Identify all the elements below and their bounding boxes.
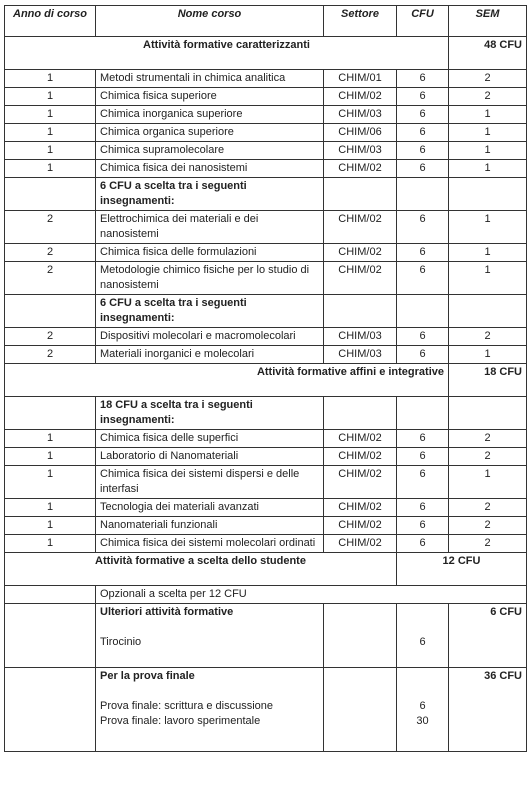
course-year: 1 <box>5 124 96 142</box>
course-sem: 1 <box>449 466 527 499</box>
course-year: 1 <box>5 466 96 499</box>
section-title: Attività formative a scelta dello studente <box>5 553 397 586</box>
course-sem: 1 <box>449 262 527 295</box>
course-row <box>5 499 527 517</box>
course-year: 1 <box>5 70 96 88</box>
course-cfu: 6 <box>397 535 449 553</box>
course-sem: 2 <box>449 517 527 535</box>
course-cfu: 6 <box>397 346 449 364</box>
course-year: 1 <box>5 160 96 178</box>
course-year: 1 <box>5 88 96 106</box>
course-cfu: 6 <box>397 244 449 262</box>
course-name: Chimica supramolecolare <box>96 142 324 160</box>
ulteriori-title: Ulteriori attività formative <box>100 606 234 618</box>
course-name: Materiali inorganici e molecolari <box>96 346 324 364</box>
course-sector: CHIM/02 <box>324 448 397 466</box>
course-name: Laboratorio di Nanomateriali <box>96 448 324 466</box>
choice-row <box>5 178 527 211</box>
col-header-cfu: CFU <box>397 6 449 37</box>
choice-label: 18 CFU a scelta tra i seguenti insegnamenti: <box>96 397 324 430</box>
course-year: 1 <box>5 535 96 553</box>
course-row <box>5 106 527 124</box>
course-year: 1 <box>5 499 96 517</box>
course-row <box>5 142 527 160</box>
course-name: Chimica organica superiore <box>96 124 324 142</box>
course-name: Chimica fisica dei sistemi molecolari ordinati <box>96 535 324 553</box>
course-name: Nanomateriali funzionali <box>96 517 324 535</box>
course-year: 1 <box>5 106 96 124</box>
course-sector: CHIM/02 <box>324 211 397 244</box>
tirocinio-label: Tirocinio <box>100 636 142 648</box>
course-cfu: 6 <box>397 124 449 142</box>
course-cfu: 6 <box>397 70 449 88</box>
course-row <box>5 211 527 244</box>
table-body <box>5 37 527 752</box>
course-year: 1 <box>5 142 96 160</box>
course-sector: CHIM/02 <box>324 535 397 553</box>
prova-cell <box>96 668 324 752</box>
course-sector: CHIM/02 <box>324 160 397 178</box>
prova-item-1-cfu: 6 <box>419 700 426 712</box>
course-sem: 2 <box>449 448 527 466</box>
course-sem: 1 <box>449 160 527 178</box>
curriculum-table <box>4 5 527 752</box>
ulteriori-cell <box>96 604 324 668</box>
course-sem: 2 <box>449 430 527 448</box>
prova-title: Per la prova finale <box>100 670 195 682</box>
optional-row <box>5 586 527 604</box>
course-year: 2 <box>5 262 96 295</box>
course-row <box>5 535 527 553</box>
prova-row <box>5 668 527 752</box>
course-cfu: 6 <box>397 499 449 517</box>
section-title: Attività formative affini e integrative <box>5 364 449 397</box>
course-year: 2 <box>5 328 96 346</box>
course-year: 1 <box>5 517 96 535</box>
course-row <box>5 244 527 262</box>
course-cfu: 6 <box>397 517 449 535</box>
optional-label: Opzionali a scelta per 12 CFU <box>96 586 527 604</box>
choice-row <box>5 295 527 328</box>
course-year: 2 <box>5 346 96 364</box>
course-sem: 2 <box>449 88 527 106</box>
tirocinio-cfu: 6 <box>419 636 426 648</box>
course-name: Chimica fisica delle formulazioni <box>96 244 324 262</box>
course-row <box>5 262 527 295</box>
course-name: Chimica fisica superiore <box>96 88 324 106</box>
course-sector: CHIM/02 <box>324 262 397 295</box>
course-row <box>5 70 527 88</box>
course-cfu: 6 <box>397 430 449 448</box>
course-name: Chimica inorganica superiore <box>96 106 324 124</box>
choice-label: 6 CFU a scelta tra i seguenti insegnamenti: <box>96 178 324 211</box>
ulteriori-cfu-total: 6 CFU <box>449 604 527 668</box>
course-name: Chimica fisica dei nanosistemi <box>96 160 324 178</box>
section-cfu: 18 CFU <box>449 364 527 397</box>
course-year: 2 <box>5 244 96 262</box>
course-cfu: 6 <box>397 142 449 160</box>
course-row <box>5 430 527 448</box>
course-sector: CHIM/01 <box>324 70 397 88</box>
course-sem: 1 <box>449 142 527 160</box>
course-cfu: 6 <box>397 106 449 124</box>
course-sector: CHIM/03 <box>324 106 397 124</box>
col-header-anno: Anno di corso <box>5 6 96 37</box>
course-sem: 1 <box>449 244 527 262</box>
course-sem: 2 <box>449 535 527 553</box>
course-sector: CHIM/03 <box>324 328 397 346</box>
course-sector: CHIM/02 <box>324 499 397 517</box>
course-cfu: 6 <box>397 88 449 106</box>
course-row <box>5 160 527 178</box>
course-row <box>5 466 527 499</box>
course-sector: CHIM/02 <box>324 430 397 448</box>
course-cfu: 6 <box>397 448 449 466</box>
prova-item-2: Prova finale: lavoro sperimentale <box>100 715 261 727</box>
section-cfu: 12 CFU <box>397 553 527 586</box>
course-cfu: 6 <box>397 466 449 499</box>
prova-item-1: Prova finale: scrittura e discussione <box>100 700 274 712</box>
course-sem: 1 <box>449 124 527 142</box>
course-row <box>5 88 527 106</box>
section-cfu: 48 CFU <box>449 37 527 70</box>
col-header-nome: Nome corso <box>96 6 324 37</box>
course-sem: 2 <box>449 328 527 346</box>
section-row <box>5 553 527 586</box>
choice-label: 6 CFU a scelta tra i seguenti insegnamenti: <box>96 295 324 328</box>
course-row <box>5 346 527 364</box>
prova-cfu-total: 36 CFU <box>449 668 527 752</box>
course-name: Chimica fisica delle superfici <box>96 430 324 448</box>
header-row <box>5 6 527 37</box>
course-cfu: 6 <box>397 211 449 244</box>
course-sector: CHIM/02 <box>324 466 397 499</box>
course-sector: CHIM/02 <box>324 244 397 262</box>
course-sem: 1 <box>449 211 527 244</box>
course-cfu: 6 <box>397 328 449 346</box>
col-header-settore: Settore <box>324 6 397 37</box>
course-name: Metodologie chimico fisiche per lo studio di nanosistemi <box>96 262 324 295</box>
course-row <box>5 328 527 346</box>
choice-row <box>5 397 527 430</box>
course-sem: 2 <box>449 70 527 88</box>
course-sector: CHIM/02 <box>324 517 397 535</box>
course-row <box>5 448 527 466</box>
course-row <box>5 124 527 142</box>
course-sector: CHIM/03 <box>324 142 397 160</box>
course-name: Tecnologia dei materiali avanzati <box>96 499 324 517</box>
ulteriori-cfu-cell <box>397 604 449 668</box>
course-sector: CHIM/06 <box>324 124 397 142</box>
prova-cfu-cell <box>397 668 449 752</box>
course-name: Elettrochimica dei materiali e dei nanosistemi <box>96 211 324 244</box>
course-row <box>5 517 527 535</box>
section-row <box>5 364 527 397</box>
ulteriori-row <box>5 604 527 668</box>
course-sem: 2 <box>449 499 527 517</box>
course-name: Dispositivi molecolari e macromolecolari <box>96 328 324 346</box>
course-sector: CHIM/03 <box>324 346 397 364</box>
course-year: 1 <box>5 448 96 466</box>
course-cfu: 6 <box>397 262 449 295</box>
course-name: Chimica fisica dei sistemi dispersi e delle interfasi <box>96 466 324 499</box>
course-year: 1 <box>5 430 96 448</box>
course-sem: 1 <box>449 346 527 364</box>
course-year: 2 <box>5 211 96 244</box>
course-cfu: 6 <box>397 160 449 178</box>
course-sector: CHIM/02 <box>324 88 397 106</box>
section-row <box>5 37 527 70</box>
col-header-sem: SEM <box>449 6 527 37</box>
prova-item-2-cfu: 30 <box>416 715 429 727</box>
section-title: Attività formative caratterizzanti <box>5 37 449 70</box>
course-sem: 1 <box>449 106 527 124</box>
course-name: Metodi strumentali in chimica analitica <box>96 70 324 88</box>
